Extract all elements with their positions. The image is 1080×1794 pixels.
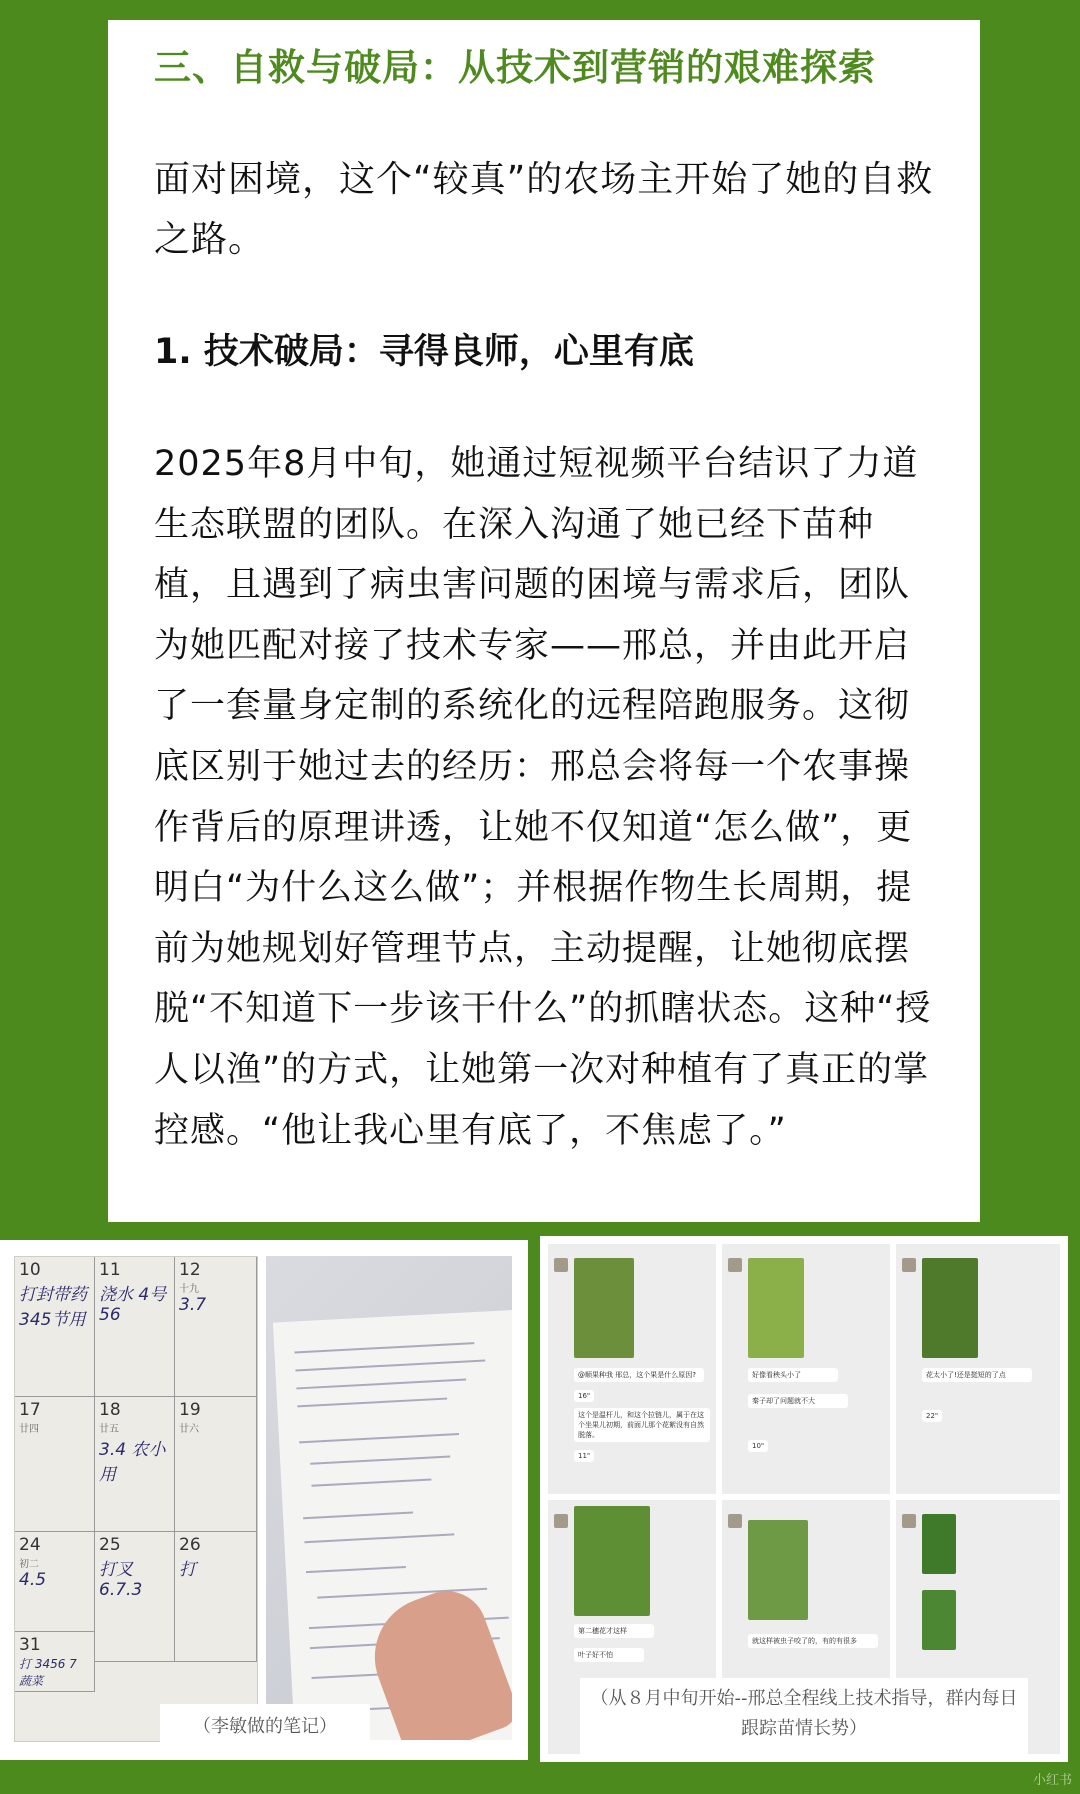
plant-photo [922, 1258, 978, 1358]
chat-screenshot: 花太小了!还是挺短的了点 22" [896, 1244, 1060, 1494]
chat-screenshots-collage [540, 1236, 1068, 1762]
plant-photo [748, 1520, 808, 1620]
chat-caption [580, 1678, 1028, 1754]
lead-paragraph: 面对困境，这个“较真”的农场主开始了她的自救之路。 [154, 159, 934, 260]
plant-photo [922, 1514, 956, 1574]
section-title: 三、自救与破局：从技术到营销的艰难探索 [154, 46, 876, 89]
calendar-cell: 17 廿四 [15, 1397, 95, 1532]
watermark: 小红书 [1032, 1773, 1072, 1788]
calendar-cell: 10 打封带药 345节用 [15, 1257, 95, 1397]
chat-screenshot: 好像看秧头小了 秦子却了问题就不大 10" [722, 1244, 890, 1494]
plant-photo [922, 1590, 956, 1650]
subsection-title: 1. 技术破局：寻得良师，心里有底 [154, 332, 694, 372]
chat-screenshot: 就这样被虫子咬了的，有的有很多 [722, 1500, 890, 1754]
handwritten-notes-photo [266, 1256, 512, 1740]
calendar-cell: 24 初二 4.5 [15, 1532, 95, 1632]
calendar-notebook-photo [14, 1256, 258, 1742]
calendar-cell: 12 十九 3.7 [175, 1257, 257, 1397]
article-card [108, 20, 980, 1222]
calendar-cell: 25 打叉 6.7.3 [95, 1532, 175, 1662]
calendar-cell: 19 廿六 [175, 1397, 257, 1532]
chat-screenshot: 第二穗花才这样 叶子好不怕 [548, 1500, 716, 1754]
body-paragraph: 2025年8月中旬，她通过短视频平台结识了力道生态联盟的团队。在深入沟通了她已经下苗种植，且遇到了病虫害问题的困境与需求后，团队为她匹配对接了技术专家——邢总，并由此开启了一套量身定制的系统化的远程陪跑服务。这彻底区别于她过去的经历：邢总会将每一个农事操作背后的原理讲透，让她不仅知道“怎么做”，更明白“为什么这么做”；并根据作物生长周期，提前为她规划好管理节点，主动提醒，让她彻底摆脱“不知道下一步该干什么”的抓瞎状态。这种“授人以渔”的方式，让她第一次对种植有了真正的掌控感。“他让我心里有底了，不焦虑了。” [154, 444, 932, 1151]
chat-caption-line-1: （从８月中旬开始--邢总全程线上技术指导，群内每日 [590, 1688, 1018, 1709]
calendar-cell: 31 打 3456 7 蔬菜 [15, 1632, 95, 1692]
plant-photo [574, 1506, 650, 1616]
calendar-cell: 18 廿五 3.4 农小用 [95, 1397, 175, 1532]
calendar-cell: 11 浇水 4号56 [95, 1257, 175, 1397]
chat-caption-line-2: 跟踪苗情长势） [741, 1718, 867, 1739]
notes-caption: （李敏做的笔记） [160, 1704, 370, 1750]
chat-screenshot: @顺果种我 邢总，这个果是什么原因? 16" 这个是温杆儿，和这个拉链儿，属于在这个坐果儿初期，前面儿那个花絮没有自然脱落。 11" [548, 1244, 716, 1494]
tomato-photo [574, 1258, 634, 1358]
plant-photo [748, 1258, 804, 1358]
calendar-cell: 26 打 [175, 1532, 257, 1662]
notes-photo-collage [0, 1240, 528, 1760]
